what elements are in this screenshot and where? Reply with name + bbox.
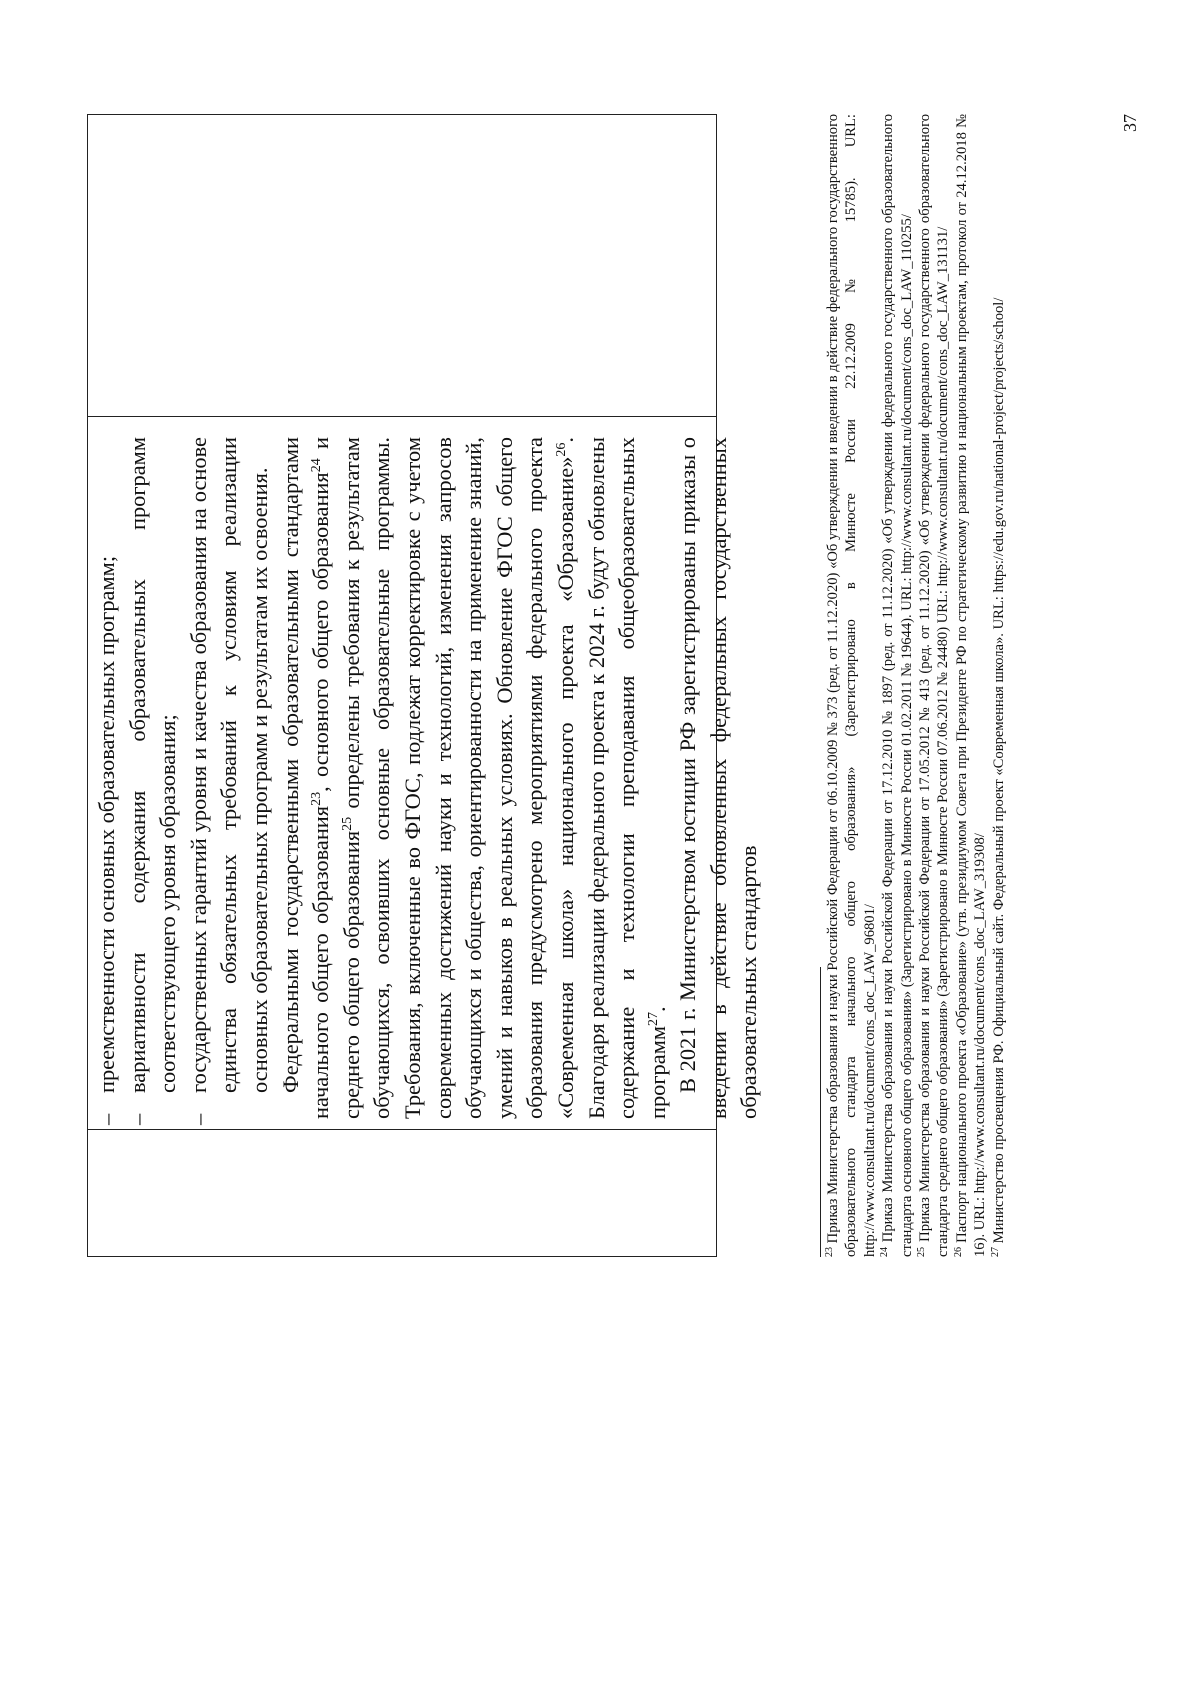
footnote-number: 27 <box>989 1247 1001 1257</box>
footnote-27 <box>990 114 1008 1257</box>
paragraph-text: , основного общего образования <box>308 472 334 792</box>
footnote-number: 26 <box>952 1247 964 1257</box>
bullet-text: преемственности основных образовательных программ; <box>94 555 119 1093</box>
footnote-ref: 24 <box>309 458 325 473</box>
bullet-text: вариативности содержания образовательных программ соответствующего уровня образования; <box>124 437 181 1093</box>
footnote-25 <box>916 114 953 1257</box>
paragraph-standards <box>276 437 674 1119</box>
table-column-divider-right <box>88 416 716 417</box>
footnote-text: Министерство просвещения РФ. Официальный сайт. Федеральный проект «Современная школа». URL: https://edu.gov.ru/national-project/projects/school/ <box>990 297 1007 1244</box>
paragraph-text: определены требования к результатам обучающихся, освоивших основные образовательные программы. Требования, включенные во ФГОС, подлежат корректировке с учетом современных достижений науки и технологий, изменения запросов обучающихся и общества, ориентированности на применение знаний, умений и навыков в реальных условиях. Обновление ФГОС общего образования предусмотрено мероприятиями федерального проекта «Современная школа» национального проекта «Образование» <box>338 437 578 1119</box>
footnote-text: Приказ Министерства образования и науки Российской Федерации от 17.05.2012 № 413 (ред. от 11.12.2020) «Об утверждении федерального государственного образовательного стандарта среднего общего образования» (Зарегистрировано в Минюсте России 07.06.2012 № 24480) URL: http://www.consultant.ru/document/cons_doc_LAW_131131/ <box>917 114 952 1257</box>
footnotes <box>824 114 1008 1257</box>
footnote-text: Приказ Министерства образования и науки Российской Федерации от 06.10.2009 № 373 (ред. от 11.12.2020) «Об утверждении и введении в действие федерального государственного образовательного стандарта начального общего образования» (Зарегистрировано в Минюсте России 22.12.2009 № 15785). URL: http://www.consultant.ru/document/cons_doc_LAW_96801/ <box>825 113 878 1257</box>
footnote-24 <box>879 114 916 1257</box>
paragraph-text: . Благодаря реализации федерального проекта к 2024 г. будут обновлены содержание и технологии преподавания общеобразовательных программ <box>552 437 670 1119</box>
table-cell-text <box>92 437 765 1125</box>
bullet-item <box>92 437 123 1125</box>
footnote-separator <box>820 967 821 1257</box>
bullet-item <box>184 437 276 1125</box>
bullet-item <box>123 437 184 1125</box>
footnote-ref: 27 <box>645 1011 661 1026</box>
bullet-text: государственных гарантий уровня и качества образования на основе единства обязательных требований к условиям реализации основных образовательных программ и результатам их освоения. <box>185 437 272 1093</box>
footnote-number: 23 <box>824 1247 835 1257</box>
paragraph-text: и среднего общего образования <box>308 437 364 1119</box>
page-number: 37 <box>1120 114 1140 132</box>
footnote-ref: 26 <box>553 442 569 457</box>
footnote-26 <box>953 114 990 1257</box>
bullet-dash: – <box>185 1113 211 1125</box>
footnote-number: 24 <box>879 1247 891 1257</box>
paragraph-2021: В 2021 г. Министерством юстиции РФ зарегистрированы приказы о введении в действие обновленных федеральных государственных образовательных стандартов <box>675 437 762 1119</box>
footnote-23 <box>824 114 879 1257</box>
footnote-number: 25 <box>916 1247 928 1257</box>
footnote-text: Паспорт национального проекта «Образование» (утв. президиумом Совета при Президенте РФ по стратегическому развитию и национальным проектам, протокол от 24.12.2018 № 16). URL: http://www.consultant.ru/document/cons_doc_LAW_319308/ <box>953 113 989 1257</box>
paragraph-text: . <box>644 1006 670 1012</box>
footnote-text: Приказ Министерства образования и науки Российской Федерации от 17.12.2010 № 1897 (ред. от 11.12.2020) «Об утверждении федерального государственного образовательного стандарта основного общего образования» (Зарегистрировано в Минюсте России 01.02.2011 № 19644). URL: http://www.consultant.ru/document/cons_doc_LAW_110255/ <box>880 114 915 1257</box>
paragraph-text: Федеральными государственными образовательными стандартами начального общего образования <box>277 437 334 1119</box>
bullet-dash: – <box>94 1113 119 1125</box>
table-column-divider-left <box>88 1129 716 1130</box>
footnote-ref: 23 <box>309 791 325 806</box>
footnote-ref: 25 <box>339 816 355 831</box>
bullet-dash: – <box>124 1113 150 1125</box>
